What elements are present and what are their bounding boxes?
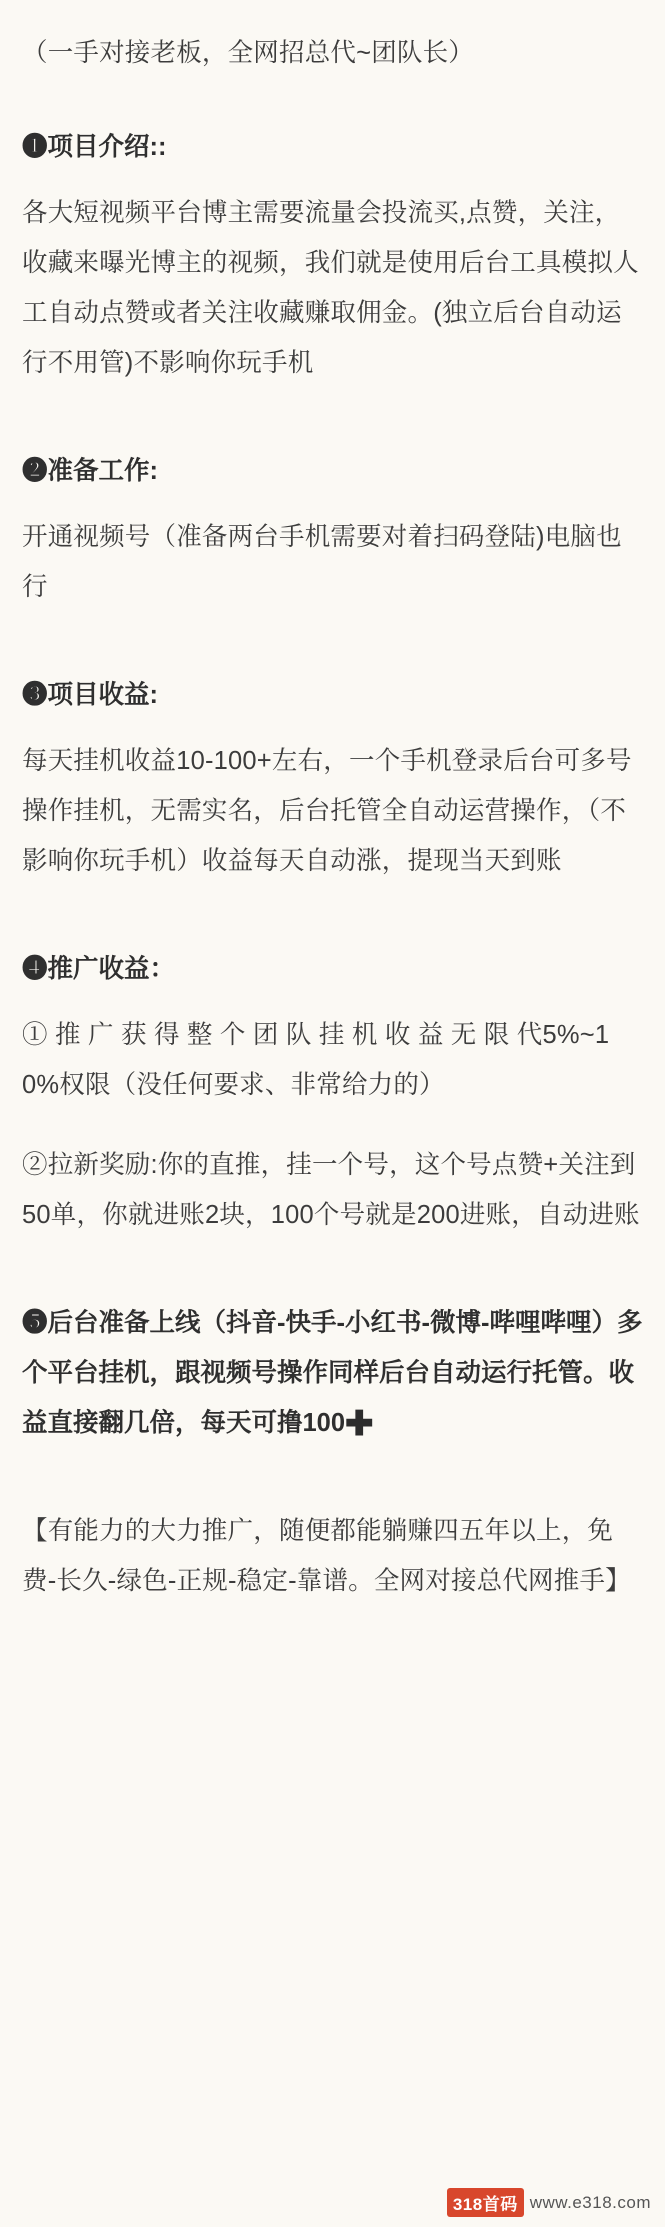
section-3-body: 每天挂机收益10-100+左右，一个手机登录后台可多号操作挂机，无需实名，后台托管全自动运营操作，（不影响你玩手机）收益每天自动涨，提现当天到账 [22, 747, 632, 875]
spacer [22, 1110, 643, 1140]
spacer [22, 172, 643, 188]
spacer [22, 1462, 643, 1506]
section-4-body-2: ②拉新奖励:你的直推，挂一个号，这个号点赞+关注到50单，你就进账2块，100个号就是200进账，自动进账 [22, 1151, 640, 1229]
top-line: （一手对接老板，全网招总代~团队长） [22, 39, 474, 67]
spacer [22, 402, 643, 446]
section-5 [22, 1298, 643, 1448]
section-2-heading: ❷准备工作: [22, 457, 158, 485]
spacer [22, 720, 643, 736]
footer-text: 【有能力的大力推广，随便都能躺赚四五年以上，免费-长久-绿色-正规-稳定-靠谱。全网对接总代网推手】 [22, 1517, 631, 1595]
spacer [22, 92, 643, 122]
section-4-heading: ❹推广收益： [22, 955, 176, 983]
footer-block [22, 1506, 643, 1606]
spacer [22, 900, 643, 944]
spacer [22, 496, 643, 512]
spacer [22, 994, 643, 1010]
watermark-url: www.e318.com [529, 2192, 651, 2212]
top-line-block [22, 28, 643, 78]
section-4-body: ① 推 广 获 得 整 个 团 队 挂 机 收 益 无 限 代5%~10%权限（没任何要求、非常给力的） [22, 1021, 610, 1099]
section-4 [22, 944, 643, 1240]
spacer [22, 626, 643, 670]
spacer [22, 1254, 643, 1298]
section-1 [22, 122, 643, 388]
plus-icon: ✚ [345, 1405, 374, 1443]
section-1-heading: ❶项目介绍:: [22, 133, 167, 161]
section-3 [22, 670, 643, 886]
section-2-body: 开通视频号（准备两台手机需要对着扫码登陆)电脑也行 [22, 523, 622, 601]
watermark-badge: 318首码 [447, 2188, 524, 2217]
section-1-body: 各大短视频平台博主需要流量会投流买,点赞，关注，收藏来曝光博主的视频，我们就是使用后台工具模拟人工自动点赞或者关注收藏赚取佣金。(独立后台自动运行不用管)不影响你玩手机 [22, 199, 639, 377]
watermark [447, 2188, 651, 2217]
section-2 [22, 446, 643, 612]
section-5-heading [22, 1298, 643, 1448]
section-3-heading: ❸项目收益: [22, 681, 158, 709]
section-5-heading-text: ❺后台准备上线（抖音-快手-小红书-微博-哔哩哔哩）多个平台挂机，跟视频号操作同样后台自动运行托管。收益直接翻几倍，每天可撸100 [22, 1309, 643, 1437]
